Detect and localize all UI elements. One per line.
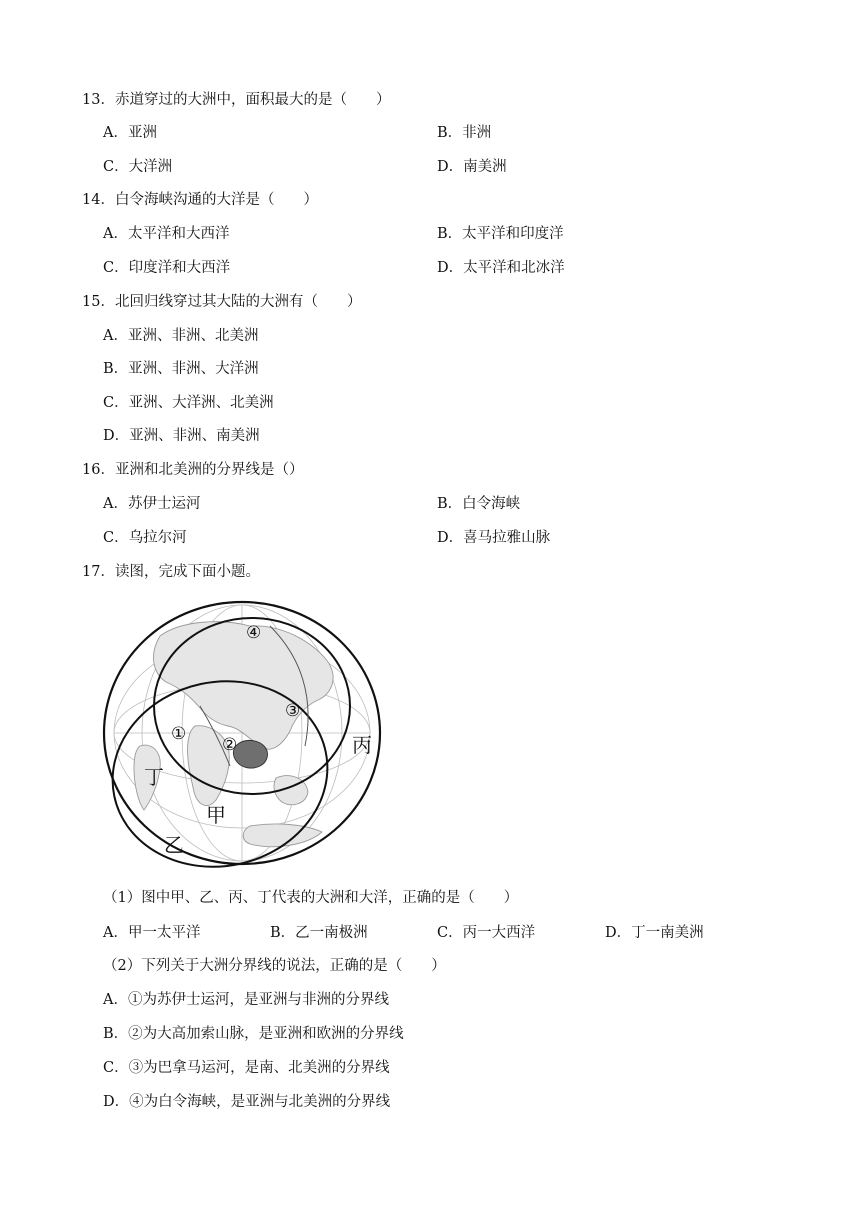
label-bing: 丙 [352, 733, 372, 757]
question-17-1-option-a[interactable]: A．甲一太平洋 [103, 925, 201, 941]
question-17-2-option-c[interactable]: C．③为巴拿马运河，是南、北美洲的分界线 [103, 1060, 390, 1076]
question-17-1-stem: （1）图中甲、乙、丙、丁代表的大洲和大洋，正确的是（ ） [103, 890, 519, 906]
question-17-stem: 17．读图，完成下面小题。 [82, 564, 260, 580]
marker-3: ③ [285, 701, 301, 721]
question-16-option-d[interactable]: D．喜马拉雅山脉 [437, 530, 551, 546]
question-16-option-c[interactable]: C．乌拉尔河 [103, 530, 187, 546]
question-13-option-d[interactable]: D．南美洲 [437, 159, 507, 175]
question-17-1-option-d[interactable]: D．丁一南美洲 [605, 925, 704, 941]
question-15-stem: 15．北回归线穿过其大陆的大洲有（ ） [82, 294, 362, 310]
world-map-figure [100, 596, 384, 868]
label-jia: 甲 [206, 803, 226, 827]
question-17-1-option-b[interactable]: B．乙一南极洲 [270, 925, 368, 941]
question-17-2-option-a[interactable]: A．①为苏伊士运河，是亚洲与非洲的分界线 [103, 992, 389, 1008]
question-14-stem: 14．白令海峡沟通的大洋是（ ） [82, 192, 318, 208]
question-15-option-d[interactable]: D．亚洲、非洲、南美洲 [103, 428, 260, 444]
question-16-stem: 16．亚洲和北美洲的分界线是（） [82, 462, 304, 478]
question-17-2-option-d[interactable]: D．④为白令海峡，是亚洲与北美洲的分界线 [103, 1094, 391, 1110]
question-14-option-a[interactable]: A．太平洋和大西洋 [103, 226, 230, 242]
question-14-option-b[interactable]: B．太平洋和印度洋 [437, 226, 564, 242]
marker-1: ① [171, 724, 187, 744]
label-yi: 乙 [164, 833, 184, 857]
question-13-option-b[interactable]: B．非洲 [437, 125, 492, 141]
question-17-2-option-b[interactable]: B．②为大高加索山脉，是亚洲和欧洲的分界线 [103, 1026, 404, 1042]
question-14-option-d[interactable]: D．太平洋和北冰洋 [437, 260, 565, 276]
marker-2: ② [222, 735, 238, 755]
question-15-option-c[interactable]: C．亚洲、大洋洲、北美洲 [103, 395, 274, 411]
question-14-option-c[interactable]: C．印度洋和大西洋 [103, 260, 231, 276]
question-17-2-stem: （2）下列关于大洲分界线的说法，正确的是（ ） [103, 958, 446, 974]
china-highlight [233, 740, 267, 768]
marker-4: ④ [246, 623, 262, 643]
label-ding: 丁 [144, 765, 164, 789]
question-17-1-option-c[interactable]: C．丙一大西洋 [437, 925, 536, 941]
question-13-stem: 13．赤道穿过的大洲中，面积最大的是（ ） [82, 92, 391, 108]
question-16-option-a[interactable]: A．苏伊士运河 [103, 496, 201, 512]
question-15-option-a[interactable]: A．亚洲、非洲、北美洲 [103, 328, 259, 344]
question-16-option-b[interactable]: B．白令海峡 [437, 496, 521, 512]
question-13-option-a[interactable]: A．亚洲 [103, 125, 157, 141]
question-15-option-b[interactable]: B．亚洲、非洲、大洋洲 [103, 361, 259, 377]
question-13-option-c[interactable]: C．大洋洲 [103, 159, 173, 175]
